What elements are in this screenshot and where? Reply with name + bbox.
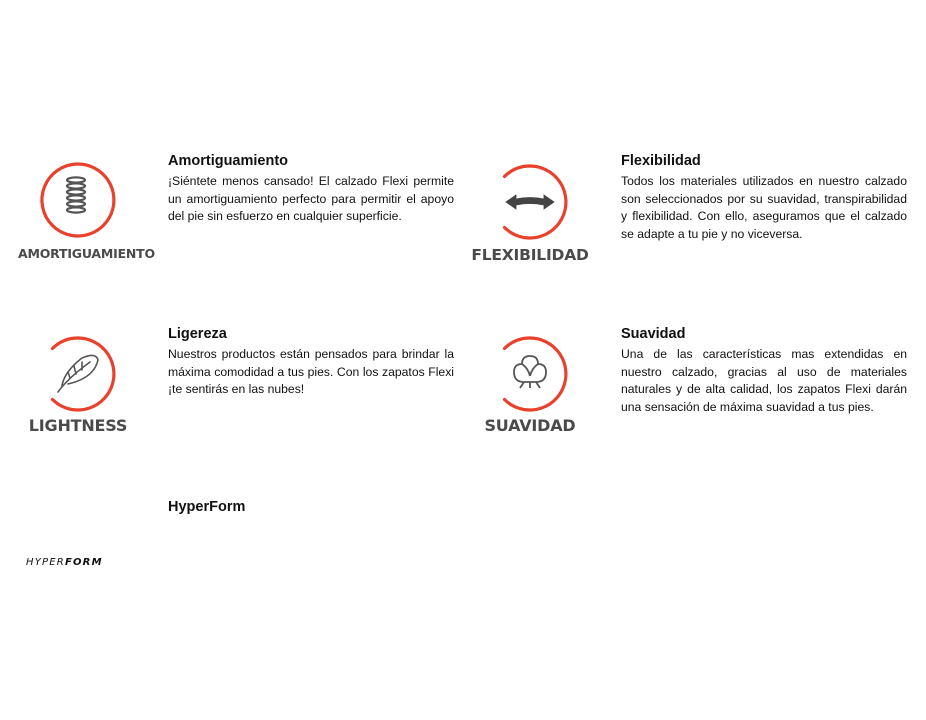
suavidad-badge bbox=[470, 334, 590, 444]
ligereza-title: Ligereza bbox=[168, 326, 227, 342]
amortiguamiento-icon-label: AMORTIGUAMIENTO bbox=[18, 246, 155, 261]
hyperform-title: HyperForm bbox=[168, 499, 246, 515]
ligereza-badge bbox=[18, 334, 138, 444]
amortiguamiento-title: Amortiguamiento bbox=[168, 153, 289, 169]
suavidad-icon-label: SUAVIDAD bbox=[484, 416, 576, 435]
suavidad-description: Una de las características mas extendidas en nuestro calzado, gracias al uso de materiales naturales y de alta calidad, los zapatos Flexi darán una sensación de máxima suavidad a tus pies. bbox=[621, 347, 907, 414]
ligereza-icon-label: LIGHTNESS bbox=[28, 416, 128, 435]
amortiguamiento-description: ¡Siéntete menos cansado! El calzado Flexi permite un amortiguamiento perfecto para permitir el apoyo del pie sin esfuerzo en cualquier superficie. bbox=[168, 174, 454, 224]
spring-icon bbox=[38, 160, 118, 240]
flexibilidad-badge bbox=[470, 162, 590, 272]
flexibilidad-title: Flexibilidad bbox=[621, 153, 701, 169]
hyperform-logo-light: HYPER bbox=[26, 557, 65, 568]
hyperform-logo-bold: FORM bbox=[64, 557, 103, 568]
flexibilidad-description: Todos los materiales utilizados en nuestro calzado son seleccionados por su suavidad, transpirabilidad y flexibilidad. Con ello, aseguramos que el calzado se adapte a tu pie y no viceversa. bbox=[621, 174, 907, 241]
flexibilidad-icon-label: FLEXIBILIDAD bbox=[471, 246, 589, 264]
cotton-icon bbox=[490, 334, 570, 414]
feather-icon bbox=[38, 334, 118, 414]
ligereza-description: Nuestros productos están pensados para brindar la máxima comodidad a tus pies. Con los zapatos Flexi ¡te sentirás en las nubes! bbox=[168, 347, 454, 397]
hyperform-logo bbox=[26, 557, 103, 568]
amortiguamiento-badge bbox=[18, 160, 155, 270]
flex-arrows-icon bbox=[490, 162, 570, 242]
suavidad-title: Suavidad bbox=[621, 326, 686, 342]
